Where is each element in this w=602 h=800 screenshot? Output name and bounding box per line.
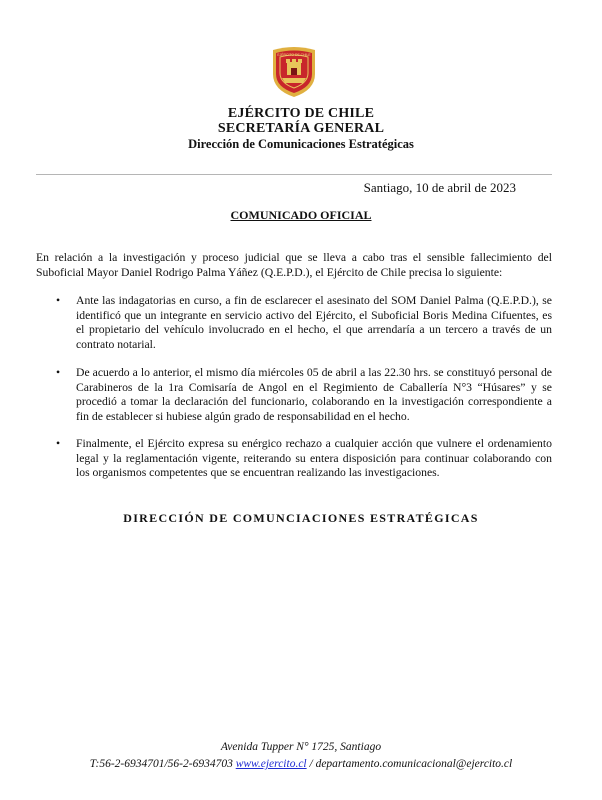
footer-separator: /: [306, 758, 316, 770]
footer-phones: T:56-2-6934701/56-2-6934703: [89, 758, 233, 770]
website-link[interactable]: www.ejercito.cl: [235, 758, 307, 770]
header-line-1: EJÉRCITO DE CHILE: [227, 106, 375, 121]
bullet-text: Finalmente, el Ejército expresa su enérgico rechazo a cualquier acción que vulnere el ordenamiento legal y la reglamentación vigente, reiterando su entera disposición para continuar colaborando con los organismos competentes que se encuentran realizando las investigaciones.: [76, 437, 552, 480]
header-line-2: SECRETARÍA GENERAL: [217, 121, 385, 136]
header-line-3: Dirección de Comunicaciones Estratégicas: [188, 137, 414, 151]
svg-text:EJÉRCITO DE CHILE: EJÉRCITO DE CHILE: [277, 53, 311, 57]
footer-email: departamento.comunicacional@ejercito.cl: [315, 758, 513, 770]
footer-contact: [0, 758, 602, 770]
bullet-text: De acuerdo a lo anterior, el mismo día miércoles 05 de abril a las 22.30 hrs. se constituyó personal de Carabineros de la 1ra Comisaría de Angol en el Regimiento de Caballería N°3 “Húsares” y se procedió a tomar la declaración del funcionario, colaborando en la investigación correspondiente a fin de establecer si hubiese algún grado de responsabilidad en el hecho.: [76, 366, 552, 423]
bullet-item: [56, 366, 552, 424]
intro-paragraph: En relación a la investigación y proceso judicial que se lleva a cabo tras el sensible fallecimiento del Suboficial Mayor Daniel Rodrigo Palma Yáñez (Q.E.P.D.), el Ejército de Chile precisa lo siguiente:: [36, 251, 552, 279]
bullet-icon: •: [56, 294, 61, 307]
army-crest-icon: [267, 44, 321, 98]
bullet-icon: •: [56, 366, 61, 379]
document-date: Santiago, 10 de abril de 2023: [363, 180, 516, 195]
signature-line: DIRECCIÓN DE COMUNCIACIONES ESTRATÉGICAS: [123, 511, 479, 525]
bullet-text: Ante las indagatorias en curso, a fin de esclarecer el asesinato del SOM Daniel Palma (Q.E.P.D.), se identificó que un integrante en servicio activo del Ejército, el Suboficial Boris Medina Cifuentes, es el propietario del vehículo involucrado en el hecho, el que arrendaría a un tercero a través de un contrato notarial.: [76, 294, 552, 351]
bullet-icon: •: [56, 437, 61, 450]
bullet-item: [56, 294, 552, 352]
communique-title: COMUNICADO OFICIAL: [230, 208, 372, 222]
footer-address: Avenida Tupper N° 1725, Santiago: [220, 741, 382, 753]
bullet-item: [56, 437, 552, 481]
header-divider: [36, 174, 552, 175]
